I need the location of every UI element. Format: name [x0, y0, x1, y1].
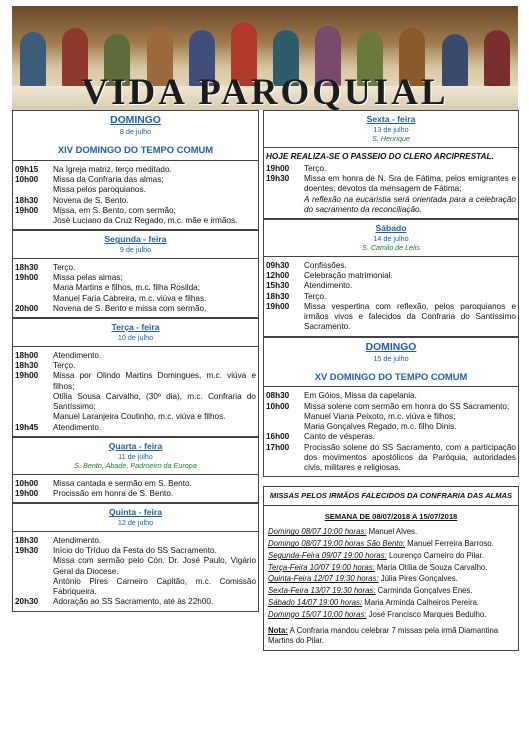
- event-desc: Missa com sermão pelo Cón. Dr. José Paulo, Vigário Geral da Diocese.: [53, 556, 256, 576]
- event-desc: Confissões.: [304, 260, 347, 270]
- event-list: [264, 387, 518, 476]
- missa-when: Sexta-Feira 13/07 19:30 horas:: [268, 586, 376, 596]
- day-name: Segunda - feira: [104, 234, 167, 245]
- event-row: [13, 304, 258, 314]
- event-desc: Missa, em S. Bento, com sermão;: [53, 205, 176, 215]
- event-row: [264, 432, 518, 442]
- day-name: DOMINGO: [110, 115, 161, 126]
- event-row: [13, 597, 258, 607]
- event-list: [264, 257, 518, 336]
- event-row: [13, 216, 258, 226]
- missa-when: Domingo 08/07 10:00 horas:: [268, 527, 367, 537]
- event-desc: Adoração ao SS Sacramento, até às 22h00.: [53, 597, 214, 607]
- event-time: [15, 185, 53, 195]
- event-row: [264, 302, 518, 333]
- missa-name: José Francisco Marques Bedulho.: [366, 609, 487, 619]
- event-row: [13, 371, 258, 392]
- event-row: [13, 361, 258, 371]
- event-list: [13, 475, 258, 503]
- event-desc: Atendimento.: [53, 535, 102, 545]
- event-time: 16h00: [266, 432, 290, 442]
- event-desc: A reflexão na eucaristia será orientada para a celebração do sacramento da reconciliação.: [304, 194, 516, 214]
- event-desc: Terço.: [53, 262, 76, 272]
- day-header: [13, 438, 258, 475]
- day-header: [264, 111, 518, 148]
- event-time: [266, 195, 304, 216]
- event-desc: Início do Tríduo da Festa do SS Sacramento.: [53, 546, 217, 556]
- event-time: 19h00: [15, 488, 39, 498]
- note-text: A Confraria mandou celebrar 7 missas pela irmã Diamantina Martins do Pilar.: [268, 626, 499, 646]
- event-desc: Missa pelos paroquianos.: [53, 185, 146, 195]
- event-row: [264, 443, 518, 474]
- event-time: [15, 392, 53, 413]
- day-date: 10 de julho: [117, 332, 154, 342]
- event-row: [13, 175, 258, 185]
- day-date: 13 de julho: [373, 124, 409, 134]
- last-supper-banner: [12, 6, 518, 110]
- event-desc: Novena de S. Bento e missa com sermão.: [53, 303, 207, 313]
- missas-note: [264, 620, 518, 649]
- missa-row: [264, 550, 518, 562]
- day-date: 15 de julho: [373, 353, 409, 363]
- page-title: VIDA PAROQUIAL: [81, 72, 449, 110]
- event-list: [13, 347, 258, 436]
- event-time: 18h30: [266, 291, 290, 301]
- event-desc: Missa pelas almas;: [53, 273, 123, 283]
- event-time: 12h00: [266, 271, 290, 281]
- day-name: Sexta - feira: [366, 114, 416, 124]
- event-row: [264, 422, 518, 432]
- day-header: [264, 338, 518, 388]
- event-row: [13, 273, 258, 283]
- event-list: [13, 259, 258, 317]
- day-section: [263, 110, 519, 219]
- day-date: 8 de julho: [119, 127, 152, 136]
- event-time: [15, 556, 53, 577]
- right-column: [263, 110, 519, 651]
- event-row: [264, 195, 518, 216]
- missa-when: Terça-Feira 10/07 19:00 horas:: [268, 562, 375, 572]
- event-row: [13, 536, 258, 546]
- missas-heading: MISSAS PELOS IRMÃOS FALECIDOS DA CONFRARIA DAS ALMAS: [264, 487, 518, 505]
- event-list: [13, 532, 258, 611]
- day-section: [263, 337, 519, 478]
- event-time: 10h00: [15, 175, 39, 184]
- event-desc: Procissão em honra de S. Bento.: [53, 488, 174, 498]
- missa-when: Domingo 15/07 10:00 horas:: [268, 609, 367, 619]
- event-desc: Missa por Olindo Martins Domingues, m.c. viúva e filhos;: [53, 371, 256, 391]
- day-saint: S. Bento, Abade, Padroeiro da Europa: [74, 460, 197, 470]
- day-header: [13, 231, 258, 259]
- event-row: [13, 294, 258, 304]
- event-time: 09h30: [266, 260, 290, 270]
- event-time: 19h30: [266, 174, 290, 184]
- event-desc: Atendimento.: [53, 350, 102, 360]
- event-time: [266, 422, 304, 432]
- event-row: [13, 423, 258, 433]
- day-header: [13, 319, 258, 347]
- event-desc: Terço.: [304, 163, 327, 173]
- left-column: [12, 110, 259, 612]
- missa-when: Segunda-Feira 09/07 19:00 horas:: [268, 550, 387, 560]
- event-desc: Maria Martins e filhos, m.c. filha Rosilda;: [53, 283, 200, 293]
- event-time: [15, 216, 53, 226]
- day-name: Quinta - feira: [108, 507, 162, 518]
- event-time: 18h30: [15, 195, 39, 205]
- event-desc: Atendimento.: [53, 422, 102, 432]
- event-row: [264, 164, 518, 174]
- missas-section: [263, 486, 519, 650]
- event-time: 08h30: [266, 391, 290, 401]
- event-list: [264, 148, 518, 219]
- event-row: [13, 185, 258, 195]
- event-time: [15, 577, 53, 598]
- event-desc: Manuel Faria Cabreira, m.c. viúva e filhas.: [53, 293, 207, 303]
- missa-when: Quinta-Feira 12/07 19:30 horas:: [268, 574, 379, 584]
- missa-row: [264, 562, 518, 574]
- missa-name: Manuel Alves.: [366, 527, 418, 537]
- event-time: 10h00: [266, 401, 290, 411]
- event-time: 19h45: [15, 422, 39, 432]
- event-list: [13, 161, 258, 230]
- missa-name: Maria Arminda Calheiros Pereira.: [362, 597, 480, 607]
- event-time: 15h30: [266, 281, 290, 291]
- section-gap: [263, 477, 519, 486]
- event-row: [13, 412, 258, 422]
- event-desc: Missa em honra de N. Sra de Fátima, pelos emigrantes e doentes; devotos da mensagem de Fátima;: [304, 174, 516, 194]
- event-time: 18h30: [15, 262, 39, 272]
- missa-name: Júlia Pires Gonçalves.: [378, 574, 458, 584]
- event-desc: Terço.: [304, 291, 327, 301]
- day-date: 14 de julho: [373, 233, 409, 243]
- event-row: [13, 206, 258, 216]
- event-time: [266, 412, 304, 422]
- missa-row: [264, 526, 518, 538]
- event-row: [13, 556, 258, 577]
- missa-row: [264, 538, 518, 550]
- event-row: [13, 196, 258, 206]
- day-saint: S. Henrique: [372, 133, 410, 143]
- day-name: Terça - feira: [111, 322, 160, 333]
- event-row: [13, 351, 258, 361]
- event-row: [13, 479, 258, 489]
- event-desc: Canto de vésperas.: [304, 432, 376, 442]
- event-time: 18h00: [15, 350, 39, 360]
- event-desc: Missa cantada e sermão em S. Bento.: [53, 478, 192, 488]
- event-row: [13, 577, 258, 598]
- day-note: HOJE REALIZA-SE O PASSEIO DO CLERO ARCIPRESTAL.: [266, 151, 494, 161]
- event-desc: Terço.: [53, 361, 76, 371]
- event-desc: Otília Sousa Carvalho, (30º dia), m.c. Confraria do Santíssimo;: [53, 391, 256, 412]
- day-date: 11 de julho: [118, 451, 153, 461]
- note-label: Nota:: [268, 626, 288, 636]
- missa-name: Maria Otília de Souza Carvalho.: [374, 562, 488, 572]
- event-desc: Maria Gonçalves Regado, m.c. filho Dinis.: [304, 422, 457, 432]
- event-time: 20h00: [15, 303, 39, 313]
- event-row: [264, 402, 518, 412]
- day-section: [12, 437, 259, 503]
- missa-name: Manuel Ferreira Barroso.: [404, 539, 494, 549]
- event-row: [264, 292, 518, 302]
- event-desc: Manuel Laranjeira Coutinho, m.c. viúva e filhos.: [53, 412, 226, 422]
- event-time: 19h00: [266, 163, 290, 173]
- missa-name: Carminda Gonçalves Enes.: [375, 586, 473, 596]
- event-time: 17h00: [266, 442, 290, 452]
- event-time: 10h00: [15, 478, 39, 488]
- event-time: 20h30: [15, 597, 39, 607]
- event-desc: Missa vespertina com reflexão, pelos paroquianos e irmãos vivos e falecidos da Confraria do Santíssimo Sacramento.: [304, 301, 516, 332]
- event-row: [264, 271, 518, 281]
- event-desc: Missa solene com sermão em honra do SS Sacramento;: [304, 401, 510, 411]
- day-name: DOMINGO: [365, 341, 417, 353]
- event-row: [264, 281, 518, 291]
- event-time: 19h00: [15, 273, 39, 283]
- event-row: [13, 283, 258, 293]
- day-section: [12, 318, 259, 437]
- event-time: [15, 294, 53, 304]
- day-name: Quarta - feira: [108, 440, 163, 451]
- day-header: [13, 504, 258, 532]
- event-row: [13, 165, 258, 175]
- event-desc: Na Igreja matriz, terço meditado.: [53, 164, 172, 174]
- liturgy-title: XIV DOMINGO DO TEMPO COMUM: [57, 144, 214, 155]
- event-time: 09h15: [15, 164, 39, 174]
- event-row: [264, 261, 518, 271]
- missas-week: SEMANA DE 08/07/2018 A 15/07/2018: [324, 511, 458, 521]
- event-desc: José Luciano da Cruz Regado, m.c. mãe e irmãos.: [53, 216, 238, 225]
- day-saint: S. Camilo de Lelis: [362, 242, 420, 252]
- day-section: [263, 219, 519, 336]
- liturgy-title: XV DOMINGO DO TEMPO COMUM: [314, 370, 468, 382]
- day-date: 9 de julho: [119, 244, 152, 254]
- event-time: [15, 412, 53, 422]
- day-section: [12, 230, 259, 318]
- event-desc: Manuel Viana Peixoto, m.c. viúva e filhos;: [304, 411, 456, 421]
- missa-row: [264, 597, 518, 609]
- event-row: [13, 546, 258, 556]
- event-row: [13, 489, 258, 499]
- event-row: [264, 412, 518, 422]
- event-time: 18h30: [15, 361, 39, 371]
- event-desc: António Pires Carneiro Capitão, m.c. Comissão Fabriqueira.: [53, 576, 256, 597]
- event-row: [13, 392, 258, 413]
- missa-name: Lourenço Carneiro do Pilar.: [386, 550, 484, 560]
- event-desc: Procissão solene do SS Sacramento, com a participação dos movimentos apostólicos da Paróquia, autoridades civis, militares e religiosas.: [304, 442, 516, 473]
- missa-row: [264, 585, 518, 597]
- day-name: Sábado: [375, 223, 407, 234]
- day-section: [12, 503, 259, 611]
- event-desc: Missa da Confraria das almas;: [53, 175, 164, 184]
- missa-when: Sábado 14/07 19:00 horas:: [268, 597, 363, 607]
- event-desc: Em Góios, Missa da capelania.: [304, 391, 417, 401]
- missa-row: [264, 573, 518, 585]
- event-time: [15, 283, 53, 293]
- day-section: [12, 110, 259, 230]
- event-row: [264, 174, 518, 195]
- event-desc: Novena de S. Bento.: [53, 195, 129, 205]
- event-time: 19h00: [15, 205, 39, 215]
- day-header: [264, 220, 518, 257]
- event-time: 18h30: [15, 535, 39, 545]
- day-date: 12 de julho: [117, 517, 154, 527]
- event-time: 19h00: [15, 371, 39, 381]
- event-desc: Atendimento.: [304, 281, 353, 291]
- event-time: 19h30: [15, 546, 39, 556]
- event-desc: Celebração matrimonial.: [304, 271, 393, 281]
- event-row: [264, 391, 518, 401]
- day-header: [13, 111, 258, 161]
- event-time: 19h00: [266, 301, 290, 311]
- event-row: [13, 263, 258, 273]
- missa-when: Domingo 08/07 19:00 horas São Bento:: [268, 539, 405, 549]
- missa-row: [264, 609, 518, 621]
